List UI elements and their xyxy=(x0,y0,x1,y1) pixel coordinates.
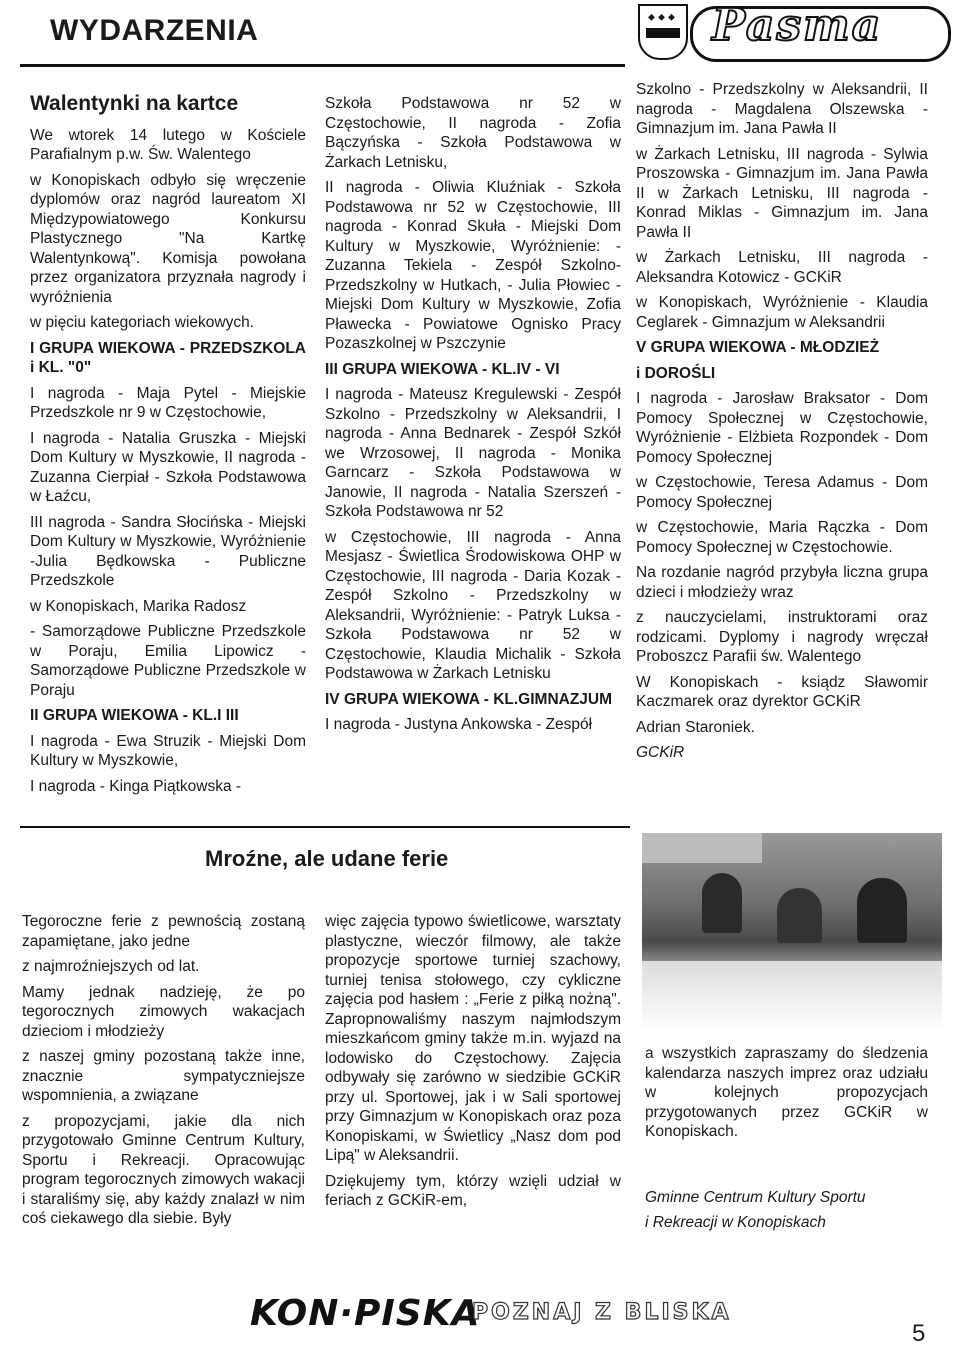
paragraph: z najmroźniejszych od lat. xyxy=(22,958,200,975)
article2-col2 xyxy=(325,912,621,1217)
paragraph: III nagroda - Sandra Słocińska - Miejski Dom Kultury w Myszkowie, Wyróżnienie -Julia Będkowska - Publiczne Przedszkole xyxy=(30,513,306,589)
brand-name: Pasma xyxy=(712,0,883,51)
article2-col1 xyxy=(22,912,305,1235)
paragraph: I nagroda - Kinga Piątkowska - xyxy=(30,777,242,795)
photo-children-workshop xyxy=(642,833,942,1031)
paragraph: więc zajęcia typowo świetlicowe, warsztaty plastyczne, wieczór filmowy, ale także propozycje sportowe turniej szachowy, turniej tenisa stołowego, czy cykliczne zajęcia pod hasłem : „Ferie z piłką nożną". Zapropnowaliśmy naszym najmłodszym mieszkańcom gminy także m.in. wyjazd na lodowisko do Częstochowy. Zajęcia odbywały się zarówno w siedzibie GCKiR przy ul. Sportowej, jak i w Sali sportowej przy Gimnazjum w Konopiskach oraz poza Konopiskami, w Świetlicy „Nasz dom pod Lipą" w Aleksandrii. xyxy=(325,913,621,1164)
paragraph: I nagroda - Justyna Ankowska - Zespół xyxy=(325,716,593,733)
paragraph: w Częstochowie, Teresa Adamus - Dom Pomocy Społecznej xyxy=(636,474,928,511)
article2-title: Mroźne, ale udane ferie xyxy=(205,846,449,871)
paragraph: z naszej gminy pozostaną także inne, znacznie sympatyczniejsze wspomnienia, a związane xyxy=(22,1048,305,1104)
paragraph: w Częstochowie, Maria Rączka - Dom Pomocy Społecznej w Częstochowie. xyxy=(636,519,928,556)
signature: GCKiR xyxy=(636,744,685,761)
paragraph: z nauczycielami, instruktorami oraz rodzicami. Dyplomy i nagrody wręczał Proboszcz Parafii św. Walentego xyxy=(636,609,928,665)
paragraph: w Żarkach Letnisku, III nagroda - Aleksandra Kotowicz - GCKiR xyxy=(636,249,928,286)
paragraph: w Konopiskach odbyło się wręczenie dyplomów oraz nagród laureatom XI Międzypowiatowego Konkursu Plastycznego "Na Kartkę Walentynkową". Komisja powołana przez organizatora przyznała nagrody i wyróżnienia xyxy=(30,171,306,306)
crest-icon: ⬥⬥⬥ xyxy=(638,4,688,60)
signature: i Rekreacji w Konopiskach xyxy=(645,1214,826,1231)
category-heading: i DOROŚLI xyxy=(636,364,716,382)
paragraph: w Konopiskach, Wyróżnienie - Klaudia Ceglarek - Gimnazjum w Aleksandrii xyxy=(636,294,928,331)
paragraph: I nagroda - Ewa Struzik - Miejski Dom Kultury w Myszkowie, xyxy=(30,732,306,769)
page-number: 5 xyxy=(912,1320,926,1347)
article1-col3 xyxy=(636,80,928,769)
paragraph: - Samorządowe Publiczne Przedszkole w Poraju, Emilia Lipowicz - Samorządowe Publiczne Przedszkole w Poraju xyxy=(30,623,306,699)
paragraph: w Częstochowie, III nagroda - Anna Mesjasz - Świetlica Środowiskowa OHP w Częstochowie, III nagroda - Daria Kozak - Zespół Szkolno - Przedszkolny w Aleksandrii, Wyróżnienie: - Patryk Luksa - Szkoła Podstawowa nr 52 w Częstochowie, Klaudia Michalik - Szkoła Podstawowa w Żarkach Letnisku xyxy=(325,528,621,682)
header-rule xyxy=(20,64,625,67)
article1-col1 xyxy=(30,94,306,802)
paragraph: Szkoła Podstawowa nr 52 w Częstochowie, II nagroda - Zofia Bączyńska - Szkoła Podstawowa w Żarkach Letnisku, xyxy=(325,95,621,171)
category-heading: IV GRUPA WIEKOWA - KL.GIMNAZJUM xyxy=(325,690,613,708)
article1-col2 xyxy=(325,94,621,741)
paragraph: Mamy jednak nadzieję, że po tegorocznych zimowych wakacjach dzieciom i młodzieży xyxy=(22,983,305,1040)
category-heading: II GRUPA WIEKOWA - KL.I III xyxy=(30,707,239,724)
paragraph: a wszystkich zapraszamy do śledzenia kalendarza naszych imprez oraz udziału w kolejnych propozycjach przygotowanych przez GCKiR w Konopiskach. xyxy=(645,1045,928,1140)
category-heading: V GRUPA WIEKOWA - MŁODZIEŻ xyxy=(636,339,880,356)
paragraph: z propozycjami, jakie dla nich przygotowało Gminne Centrum Kultury, Sportu i Rekreacji. Opracowując program tegorocznych zimowych wakacji i staraliśmy się, aby każdy znalazł w nim coś ciekawego dla siebie. Były xyxy=(22,1112,305,1227)
paragraph: Tegoroczne ferie z pewnością zostaną zapamiętane, jako jedne xyxy=(22,913,305,950)
category-heading: III GRUPA WIEKOWA - KL.IV - VI xyxy=(325,360,560,378)
paragraph: Adrian Staroniek. xyxy=(636,718,755,736)
paragraph: W Konopiskach - ksiądz Sławomir Kaczmarek oraz dyrektor GCKiR xyxy=(636,673,928,710)
footer-logo: KON·PISKA xyxy=(250,1293,481,1334)
paragraph: I nagroda - Jarosław Braksator - Dom Pomocy Społecznej w Częstochowie, Wyróżnienie - Elżbieta Rozpondek - Dom Pomocy Społecznej xyxy=(636,390,928,466)
section-title: WYDARZENIA xyxy=(50,14,259,47)
paragraph: Dziękujemy tym, którzy wzięli udział w feriach z GCKiR-em, xyxy=(325,1172,621,1209)
paragraph: I nagroda - Natalia Gruszka - Miejski Dom Kultury w Myszkowie, II nagroda - Zuzanna Cierpiał - Szkoła Podstawowa w Łaźcu, xyxy=(30,429,306,505)
article1-title: Walentynki na kartce xyxy=(30,92,239,115)
paragraph: I nagroda - Mateusz Kregulewski - Zespół Szkolno - Przedszkolny w Aleksandrii, I nagroda - Anna Bednarek - Zespół Szkół we Wrzosowej, II nagroda - Monika Garncarz - Szkoła Podstawowa w Janowie, II nagroda - Natalia Szerszeń - Szkoła Podstawowa nr 52 xyxy=(325,386,621,520)
footer-tagline: POZNAJ Z BLISKA xyxy=(472,1300,732,1325)
paragraph: w Konopiskach, Marika Radosz xyxy=(30,597,247,615)
paragraph: We wtorek 14 lutego w Kościele Parafialnym p.w. Św. Walentego xyxy=(30,126,306,163)
paragraph: Na rozdanie nagród przybyła liczna grupa dzieci i młodzieży wraz xyxy=(636,564,928,601)
category-heading: I GRUPA WIEKOWA - PRZEDSZKOLA i KL. "0" xyxy=(30,339,306,376)
paragraph: I nagroda - Maja Pytel - Miejskie Przedszkole nr 9 w Częstochowie, xyxy=(30,384,306,421)
article-divider xyxy=(20,826,630,828)
paragraph: Szkolno - Przedszkolny w Aleksandrii, II nagroda - Magdalena Olszewska - Gimnazjum im. Jana Pawła II xyxy=(636,81,928,137)
paragraph: w pięciu kategoriach wiekowych. xyxy=(30,314,254,331)
signature: Gminne Centrum Kultury Sportu xyxy=(645,1188,866,1206)
article2-col3 xyxy=(645,1044,928,1239)
paragraph: II nagroda - Oliwia Kluźniak - Szkoła Podstawowa nr 52 w Częstochowie, III nagroda - Konrad Skuła - Miejski Dom Kultury w Myszkowie, Wyróżnienie: - Zuzanna Tekiela - Zespół Szkolno-Przedszkolny w Hutkach, - Julia Płowiec - Miejski Dom Kultury w Myszkowie, Zofia Pławecka - Powiatowe Ognisko Pracy Pozaszkolnej w Pszczynie xyxy=(325,179,621,352)
paragraph: w Żarkach Letnisku, III nagroda - Sylwia Proszowska - Gimnazjum im. Jana Pawła II w Żarkach Letnisku, III nagroda - Konrad Miklas - Gimnazjum im. Jana Pawła II xyxy=(636,145,928,241)
